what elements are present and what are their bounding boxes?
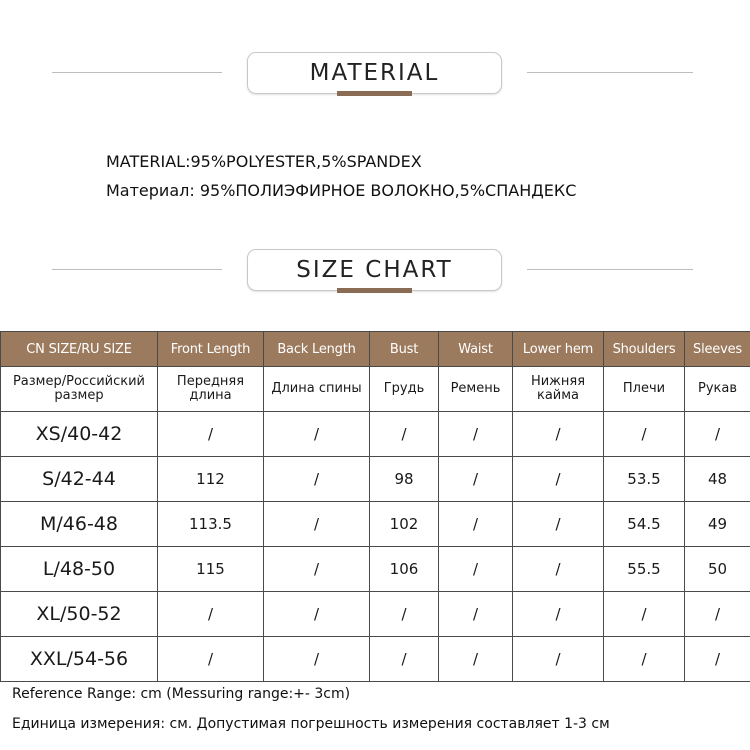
table-cell: 106 bbox=[370, 547, 439, 592]
table-cell: / bbox=[264, 457, 370, 502]
divider-line-right bbox=[527, 72, 693, 73]
header-ru-cell: Нижняя кайма bbox=[513, 367, 604, 412]
reference-range-ru: Единица измерения: см. Допустимая погрешность измерения составляет 1-3 см bbox=[12, 716, 610, 732]
table-row bbox=[1, 412, 750, 457]
table-cell: / bbox=[513, 412, 604, 457]
table-cell: / bbox=[439, 502, 513, 547]
table-cell: / bbox=[513, 592, 604, 637]
header-cell: Shoulders bbox=[604, 332, 685, 367]
table-cell: 50 bbox=[685, 547, 750, 592]
size-cell: XXL/54-56 bbox=[1, 637, 158, 682]
divider-line-right bbox=[527, 269, 693, 270]
table-cell: / bbox=[264, 637, 370, 682]
size-cell: L/48-50 bbox=[1, 547, 158, 592]
table-cell: / bbox=[158, 592, 264, 637]
table-cell: 102 bbox=[370, 502, 439, 547]
header-cell: Bust bbox=[370, 332, 439, 367]
header-ru-cell: Размер/Российский размер bbox=[1, 367, 158, 412]
header-cell: Waist bbox=[439, 332, 513, 367]
table-cell: / bbox=[685, 412, 750, 457]
table-cell: / bbox=[264, 502, 370, 547]
table-cell: / bbox=[439, 547, 513, 592]
table-cell: / bbox=[370, 592, 439, 637]
table-cell: / bbox=[685, 592, 750, 637]
header-cell: Front Length bbox=[158, 332, 264, 367]
header-cell: CN SIZE/RU SIZE bbox=[1, 332, 158, 367]
table-cell: / bbox=[439, 592, 513, 637]
table-cell: / bbox=[604, 412, 685, 457]
size-cell: XS/40-42 bbox=[1, 412, 158, 457]
header-row-en bbox=[1, 332, 750, 367]
table-cell: / bbox=[264, 412, 370, 457]
table-cell: / bbox=[513, 637, 604, 682]
table-cell: 98 bbox=[370, 457, 439, 502]
table-cell: / bbox=[264, 592, 370, 637]
table-cell: 55.5 bbox=[604, 547, 685, 592]
header-ru-cell: Рукав bbox=[685, 367, 750, 412]
title-underline bbox=[337, 91, 412, 96]
table-cell: / bbox=[439, 457, 513, 502]
table-cell: 113.5 bbox=[158, 502, 264, 547]
material-line-ru: Материал: 95%ПОЛИЭФИРНОЕ ВОЛОКНО,5%СПАНДЕКС bbox=[106, 181, 577, 200]
table-cell: 112 bbox=[158, 457, 264, 502]
table-cell: / bbox=[370, 412, 439, 457]
header-ru-cell: Передняя длина bbox=[158, 367, 264, 412]
material-line-en: MATERIAL:95%POLYESTER,5%SPANDEX bbox=[106, 152, 422, 171]
table-row bbox=[1, 457, 750, 502]
table-cell: 54.5 bbox=[604, 502, 685, 547]
table-cell: / bbox=[439, 637, 513, 682]
reference-range-en: Reference Range: cm (Messuring range:+- 3cm) bbox=[12, 686, 351, 702]
table-cell: / bbox=[264, 547, 370, 592]
table-cell: 53.5 bbox=[604, 457, 685, 502]
table-row bbox=[1, 592, 750, 637]
table-cell: / bbox=[513, 547, 604, 592]
size-chart-title: SIZE CHART bbox=[247, 249, 502, 291]
table-cell: / bbox=[370, 637, 439, 682]
header-ru-cell: Ремень bbox=[439, 367, 513, 412]
divider-line-left bbox=[52, 72, 222, 73]
table-row bbox=[1, 502, 750, 547]
header-ru-cell: Грудь bbox=[370, 367, 439, 412]
header-cell: Back Length bbox=[264, 332, 370, 367]
size-cell: XL/50-52 bbox=[1, 592, 158, 637]
header-ru-cell: Длина спины bbox=[264, 367, 370, 412]
size-chart-section-header bbox=[0, 249, 750, 299]
size-cell: S/42-44 bbox=[1, 457, 158, 502]
size-cell: M/46-48 bbox=[1, 502, 158, 547]
table-cell: / bbox=[439, 412, 513, 457]
size-chart-table bbox=[0, 331, 750, 682]
table-cell: / bbox=[513, 502, 604, 547]
title-underline bbox=[337, 288, 412, 293]
table-cell: / bbox=[604, 637, 685, 682]
table-cell: / bbox=[604, 592, 685, 637]
table-row bbox=[1, 547, 750, 592]
header-cell: Lower hem bbox=[513, 332, 604, 367]
header-row-ru bbox=[1, 367, 750, 412]
table-cell: 48 bbox=[685, 457, 750, 502]
material-title: MATERIAL bbox=[247, 52, 502, 94]
table-cell: / bbox=[513, 457, 604, 502]
table-cell: / bbox=[685, 637, 750, 682]
table-cell: / bbox=[158, 412, 264, 457]
header-cell: Sleeves bbox=[685, 332, 750, 367]
table-cell: 115 bbox=[158, 547, 264, 592]
header-ru-cell: Плечи bbox=[604, 367, 685, 412]
table-row bbox=[1, 637, 750, 682]
table-cell: 49 bbox=[685, 502, 750, 547]
material-section-header bbox=[0, 52, 750, 102]
table-cell: / bbox=[158, 637, 264, 682]
divider-line-left bbox=[52, 269, 222, 270]
